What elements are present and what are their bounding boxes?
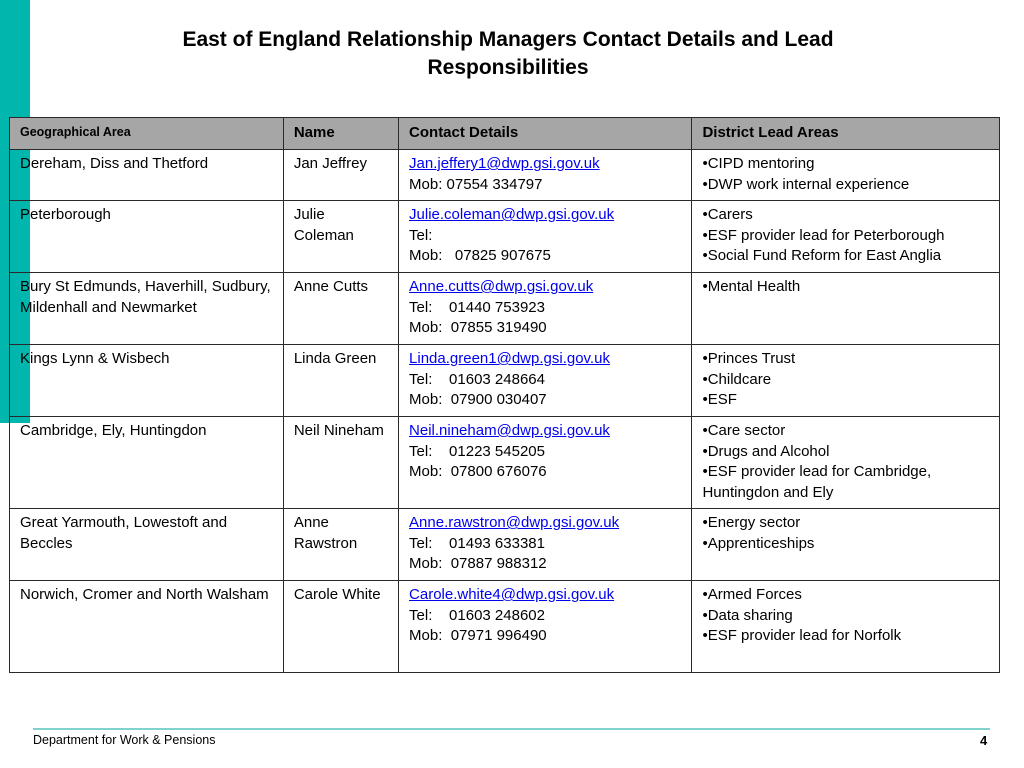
lead-area-item: • Childcare bbox=[702, 370, 989, 391]
cell-contact-details bbox=[399, 581, 692, 673]
cell-geographical-area: Dereham, Diss and Thetford bbox=[10, 150, 284, 201]
cell-contact-details bbox=[399, 417, 692, 509]
phone-line: Tel: 01223 545205 bbox=[409, 442, 545, 460]
table-row bbox=[10, 417, 1000, 509]
phone-line: Tel: bbox=[409, 226, 433, 244]
footer-organisation: Department for Work & Pensions bbox=[33, 733, 216, 747]
cell-geographical-area: Peterborough bbox=[10, 201, 284, 273]
table-row bbox=[10, 201, 1000, 273]
lead-area-item: • Data sharing bbox=[702, 606, 989, 627]
phone-line: Tel: 01603 248602 bbox=[409, 606, 545, 624]
cell-district-lead-areas bbox=[692, 201, 1000, 273]
phone-line: Mob: 07855 319490 bbox=[409, 319, 547, 336]
page-number: 4 bbox=[980, 733, 988, 748]
phone-line: Tel: 01440 753923 bbox=[409, 298, 545, 316]
table-header-row bbox=[10, 118, 1000, 150]
lead-area-item: • Armed Forces bbox=[702, 585, 989, 606]
phone-line: Tel: 01603 248664 bbox=[409, 370, 545, 388]
cell-contact-details bbox=[399, 150, 692, 201]
phone-line: Mob: 07825 907675 bbox=[409, 247, 551, 264]
header-name: Name bbox=[283, 118, 398, 150]
cell-contact-details bbox=[399, 345, 692, 417]
lead-area-item: • ESF provider lead for Peterborough bbox=[702, 226, 989, 247]
cell-district-lead-areas bbox=[692, 345, 1000, 417]
email-link[interactable]: Carole.white4@dwp.gsi.gov.uk bbox=[409, 586, 615, 603]
phone-line: Mob: 07900 030407 bbox=[409, 391, 547, 408]
phone-line: Mob: 07800 676076 bbox=[409, 463, 547, 480]
phone-line: Tel: 01493 633381 bbox=[409, 534, 545, 552]
cell-district-lead-areas bbox=[692, 581, 1000, 673]
email-link[interactable]: Jan.jeffery1@dwp.gsi.gov.uk bbox=[409, 155, 600, 172]
lead-area-item: • Energy sector bbox=[702, 513, 989, 534]
lead-area-item: • Carers bbox=[702, 205, 989, 226]
cell-contact-details bbox=[399, 273, 692, 345]
lead-area-item: • CIPD mentoring bbox=[702, 154, 989, 175]
cell-district-lead-areas bbox=[692, 273, 1000, 345]
lead-area-item: • Care sector bbox=[702, 421, 989, 442]
header-geographical-area: Geographical Area bbox=[10, 118, 284, 150]
email-link[interactable]: Anne.cutts@dwp.gsi.gov.uk bbox=[409, 278, 594, 295]
cell-name: Anne Cutts bbox=[283, 273, 398, 345]
lead-area-item: • Drugs and Alcohol bbox=[702, 442, 989, 463]
lead-area-item: • Princes Trust bbox=[702, 349, 989, 370]
email-link[interactable]: Julie.coleman@dwp.gsi.gov.uk bbox=[409, 206, 615, 223]
cell-name: Linda Green bbox=[283, 345, 398, 417]
cell-contact-details bbox=[399, 509, 692, 581]
cell-district-lead-areas bbox=[692, 509, 1000, 581]
phone-line: Mob: 07554 334797 bbox=[409, 175, 543, 193]
lead-area-item: • DWP work internal experience bbox=[702, 175, 989, 196]
table-row bbox=[10, 150, 1000, 201]
header-district-lead-areas: District Lead Areas bbox=[692, 118, 1000, 150]
cell-name: Anne Rawstron bbox=[283, 509, 398, 581]
email-link[interactable]: Anne.rawstron@dwp.gsi.gov.uk bbox=[409, 514, 620, 531]
table-row bbox=[10, 581, 1000, 673]
phone-line: Mob: 07887 988312 bbox=[409, 555, 547, 572]
lead-area-item: • Apprenticeships bbox=[702, 534, 989, 555]
table-row bbox=[10, 509, 1000, 581]
lead-area-item: • ESF provider lead for Norfolk bbox=[702, 626, 989, 647]
page-title: East of England Relationship Managers Contact Details and Lead Responsibilities bbox=[182, 28, 834, 79]
header-contact-details: Contact Details bbox=[399, 118, 692, 150]
lead-area-item: • Social Fund Reform for East Anglia bbox=[702, 246, 989, 267]
cell-geographical-area: Great Yarmouth, Lowestoft and Beccles bbox=[10, 509, 284, 581]
table-row bbox=[10, 345, 1000, 417]
lead-area-item: • ESF provider lead for Cambridge, Huntingdon and Ely bbox=[702, 462, 989, 503]
cell-geographical-area: Kings Lynn & Wisbech bbox=[10, 345, 284, 417]
cell-district-lead-areas bbox=[692, 417, 1000, 509]
email-link[interactable]: Neil.nineham@dwp.gsi.gov.uk bbox=[409, 422, 610, 439]
footer-divider bbox=[33, 728, 990, 730]
lead-area-item: • Mental Health bbox=[702, 277, 989, 298]
email-link[interactable]: Linda.green1@dwp.gsi.gov.uk bbox=[409, 350, 610, 367]
cell-geographical-area: Cambridge, Ely, Huntingdon bbox=[10, 417, 284, 509]
table-row bbox=[10, 273, 1000, 345]
cell-name: Jan Jeffrey bbox=[283, 150, 398, 201]
phone-line: Mob: 07971 996490 bbox=[409, 627, 547, 644]
cell-geographical-area: Norwich, Cromer and North Walsham bbox=[10, 581, 284, 673]
contacts-table bbox=[9, 117, 1000, 673]
cell-name: Julie Coleman bbox=[283, 201, 398, 273]
cell-district-lead-areas bbox=[692, 150, 1000, 201]
cell-name: Neil Nineham bbox=[283, 417, 398, 509]
lead-area-item: • ESF bbox=[702, 390, 989, 411]
cell-contact-details bbox=[399, 201, 692, 273]
cell-name: Carole White bbox=[283, 581, 398, 673]
cell-geographical-area: Bury St Edmunds, Haverhill, Sudbury, Mildenhall and Newmarket bbox=[10, 273, 284, 345]
